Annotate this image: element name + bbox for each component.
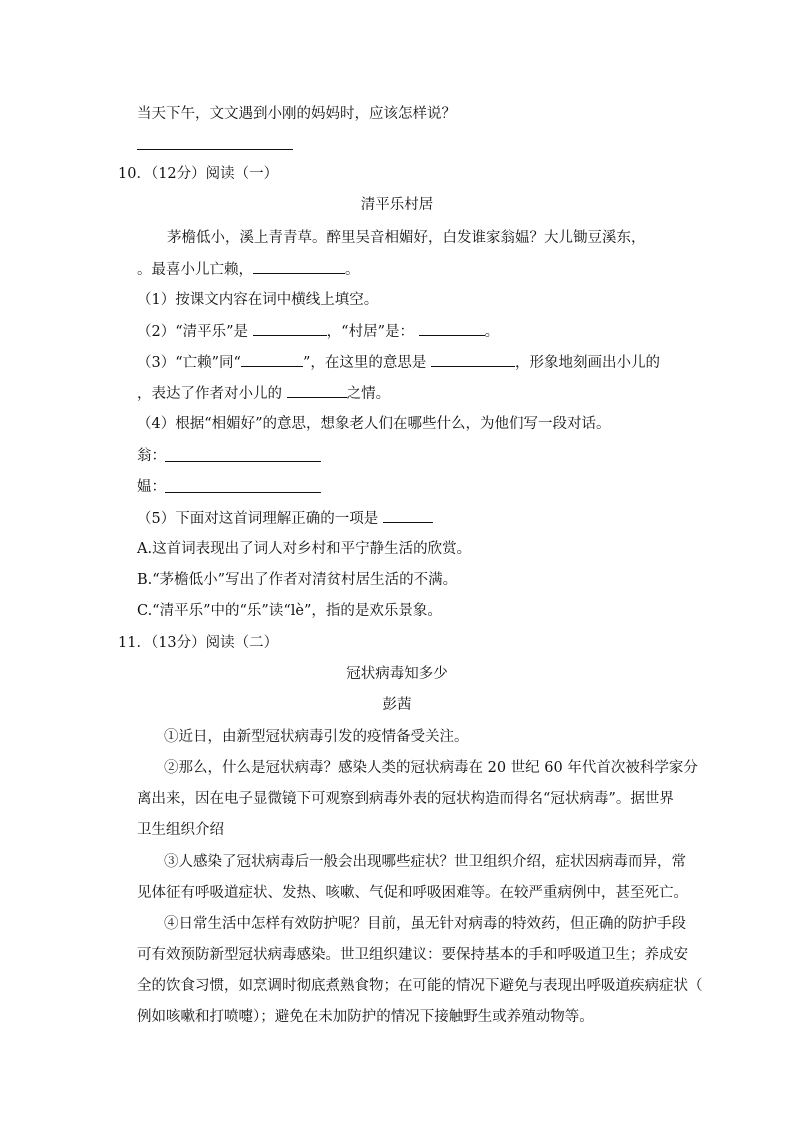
- q10-sub3-text-a: （3）“亡赖”同“: [137, 355, 241, 371]
- article-paragraph-3-line-2: 见体征有呼吸道症状、发热、咳嗽、气促和呼吸困难等。在较严重病例中，甚至死亡。: [137, 885, 688, 901]
- article-paragraph-4-line-3: 全的饮食习惯，如烹调时彻底煮熟食物；在可能的情况下避免与表现出呼吸道疾病症状（: [137, 978, 703, 994]
- article-paragraph-4-line-4: 例如咳嗽和打喷嚏）；避免在未加防护的情况下接触野生或养殖动物等。: [137, 1009, 594, 1025]
- article-paragraph-2-line-3: 卫生组织介绍: [137, 822, 224, 838]
- q11-header: 11．（13分）阅读（二）: [118, 635, 279, 651]
- article-paragraph-4-line-2: 可有效预防新型冠状病毒感染。世卫组织建议：要保持基本的手和呼吸道卫生；养成安: [137, 947, 688, 963]
- q10-sub3: [137, 352, 660, 373]
- q10-sub3-text-b: ”，在这里的意思是: [302, 355, 427, 371]
- article-paragraph-2-line-1: ②那么，什么是冠状病毒？感染人类的冠状病毒在 20 世纪 60 年代首次被科学家分: [164, 760, 698, 776]
- q10-sub5-text: （5）下面对这首词理解正确的一项是: [137, 511, 379, 527]
- q10-sub1: （1）按课文内容在词中横线上填空。: [137, 292, 379, 308]
- article-paragraph-1: ①近日，由新型冠状病毒引发的疫情备受关注。: [164, 729, 469, 745]
- q10-sub3-blank-3[interactable]: [287, 383, 347, 398]
- q9-answer-line[interactable]: [137, 149, 293, 150]
- q10-sub2-text-a: （2）“清平乐”是: [137, 324, 249, 340]
- ao-answer-line[interactable]: [165, 492, 321, 493]
- q10-sub3-text-e: 之情。: [346, 386, 391, 402]
- poem-title: 清平乐村居: [360, 197, 434, 213]
- q10-sub4: （4）根据“相媚好”的意思，想象老人们在哪些什么，为他们写一段对话。: [137, 416, 611, 432]
- poem-line-1: 茅檐低小，溪上青青草。醉里吴音相媚好，白发谁家翁媪？大儿锄豆溪东，: [167, 230, 646, 246]
- article-title: 冠状病毒知多少: [346, 666, 448, 682]
- q10-sub2: [137, 321, 499, 342]
- weng-answer-line[interactable]: [165, 461, 321, 462]
- poem-fill-blank[interactable]: [253, 259, 345, 274]
- q9-question: 当天下午，文文遇到小刚的妈妈时，应该怎样说？: [137, 106, 456, 122]
- q10-sub3-blank-2[interactable]: [431, 352, 515, 367]
- article-author: 彭茜: [382, 697, 412, 713]
- q10-option-a: A.这首词表现出了词人对乡村和平宁静生活的欣赏。: [137, 541, 472, 557]
- q10-sub2-text-c: 。: [484, 324, 500, 340]
- q10-sub2-text-b: ，“村居”是：: [326, 324, 414, 340]
- q10-sub3-text-d: ，表达了作者对小儿的: [137, 386, 282, 402]
- q10-option-c: C.“清平乐”中的“乐”读“lè”，指的是欢乐景象。: [137, 603, 442, 619]
- q10-sub5: [137, 508, 433, 529]
- article-paragraph-3-line-1: ③人感染了冠状病毒后一般会出现哪些症状？世卫组织介绍，症状因病毒而异，常: [164, 854, 686, 870]
- q10-option-b: B.“茅檐低小”写出了作者对清贫村居生活的不满。: [137, 572, 458, 588]
- article-paragraph-4-line-1: ④日常生活中怎样有效防护呢？目前，虽无针对病毒的特效药，但正确的防护手段: [164, 916, 686, 932]
- q10-sub2-blank-1[interactable]: [253, 321, 327, 336]
- weng-label: 翁：: [137, 448, 166, 464]
- q10-sub2-blank-2[interactable]: [419, 321, 485, 336]
- q10-header: 10．（12分）阅读（一）: [118, 166, 279, 182]
- q10-sub3-cont: [137, 383, 390, 404]
- article-paragraph-2-line-2: 离出来，因在电子显微镜下可观察到病毒外表的冠状构造而得名“冠状病毒”。据世界: [137, 791, 674, 807]
- q10-sub3-text-c: ，形象地刻画出小儿的: [515, 355, 660, 371]
- poem-line-2-text: 。最喜小儿亡赖，: [137, 262, 253, 278]
- poem-line-2: [137, 259, 360, 280]
- poem-line-2-end: 。: [345, 262, 360, 278]
- q10-sub3-blank-1[interactable]: [241, 352, 303, 367]
- q10-sub5-blank[interactable]: [383, 508, 433, 523]
- ao-label: 媪：: [137, 479, 166, 495]
